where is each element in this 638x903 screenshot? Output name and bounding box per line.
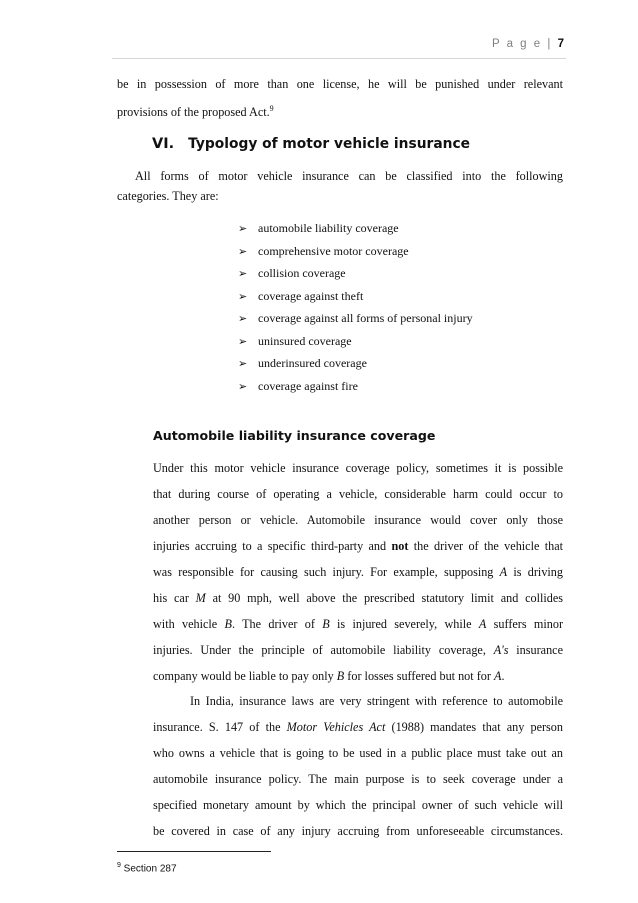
list-item-text: coverage against theft (258, 288, 364, 303)
italic-var: A (478, 617, 487, 631)
footnote-rule (117, 851, 271, 852)
para1-line-8 (153, 643, 563, 658)
footnote-ref: 9 (269, 104, 274, 113)
para2-line-4: automobile insurance policy. The main purpose is to seek coverage under a (153, 772, 563, 786)
para1-line-3: another person or vehicle. Automobile insurance would cover only those (153, 513, 563, 527)
arrow-bullet-icon: ➢ (238, 289, 248, 303)
list-item (238, 356, 473, 379)
para1-line-6 (153, 591, 563, 606)
text-run: . (501, 669, 505, 683)
para2-line-2 (153, 720, 563, 735)
intro-line-2 (117, 101, 563, 120)
list-item-text: coverage against fire (258, 378, 358, 393)
list-item (238, 266, 473, 289)
arrow-bullet-icon: ➢ (238, 357, 248, 370)
arrow-bullet-icon: ➢ (238, 244, 248, 258)
italic-var: B (224, 617, 232, 631)
list-item (238, 379, 473, 402)
list-item-text: uninsured coverage (258, 333, 352, 348)
coverage-list (238, 221, 473, 401)
list-item-text: underinsured coverage (258, 356, 367, 370)
list-item-text: coverage against all forms of personal injury (258, 311, 473, 325)
list-item (238, 334, 473, 357)
act-title: Motor Vehicles Act (286, 720, 386, 734)
page-number: 7 (557, 38, 564, 50)
text-run: is driving (507, 565, 563, 579)
arrow-bullet-icon: ➢ (238, 379, 248, 393)
para1-line-5 (153, 565, 563, 580)
text-run: with vehicle (153, 617, 225, 631)
arrow-bullet-icon: ➢ (238, 312, 248, 325)
para2-line-6: be covered in case of any injury accruing from unforeseeable circumstances. (153, 824, 563, 838)
list-item (238, 311, 473, 334)
footnote (117, 862, 177, 874)
text-run: injuries accruing to a specific third-party and (153, 539, 392, 553)
para1-line-1: Under this motor vehicle insurance coverage policy, sometimes it is possible (153, 461, 563, 475)
intro-line-1: be in possession of more than one license, he will be punished under relevant (117, 77, 563, 91)
text-run: for losses suffered but not for (344, 669, 494, 683)
italic-var: B (322, 617, 330, 631)
bold-not: not (391, 539, 409, 553)
text-run: was responsible for causing such injury. For example, supposing (153, 565, 500, 579)
arrow-bullet-icon: ➢ (238, 222, 248, 235)
para1-line-2: that during course of operating a vehicle, considerable harm could occur to (153, 487, 563, 501)
page-number-header (492, 38, 564, 50)
list-item (238, 221, 473, 244)
text-run: suffers minor (486, 617, 564, 631)
para2-line-3: who owns a vehicle that is going to be used in a public place must take out an (153, 746, 563, 760)
text-run: injuries. Under the principle of automobile liability coverage, (153, 643, 494, 657)
text-run: his car (153, 591, 196, 605)
list-item-text: automobile liability coverage (258, 221, 399, 235)
para2-line-5: specified monetary amount by which the principal owner of such vehicle will (153, 798, 563, 812)
section-line-2: categories. They are: (117, 189, 219, 203)
para1-line-7 (153, 617, 563, 632)
subsection-heading: Automobile liability insurance coverage (153, 428, 436, 443)
text-run: the driver of the vehicle that (408, 539, 563, 553)
page-separator: | (547, 38, 553, 50)
footnote-text: Section 287 (120, 863, 177, 875)
section-line-1: All forms of motor vehicle insurance can be classified into the following (135, 169, 563, 183)
list-item (238, 244, 473, 267)
section-title: Typology of motor vehicle insurance (188, 136, 470, 152)
italic-var: A's (493, 643, 509, 657)
text-run: insurance. S. 147 of the (153, 720, 287, 734)
text-run: (1988) mandates that any person (385, 720, 563, 734)
header-rule (112, 58, 566, 59)
list-item (238, 289, 473, 312)
text-run: is injured severely, while (329, 617, 479, 631)
para1-line-9 (153, 669, 563, 684)
intro-line-2-text: provisions of the proposed Act. (117, 105, 270, 120)
text-run: at 90 mph, well above the prescribed statutory limit and collides (205, 591, 563, 605)
text-run: insurance (508, 643, 563, 657)
italic-var: A (499, 565, 508, 579)
section-heading (152, 136, 470, 152)
footnote-marker: 9 (117, 862, 121, 869)
list-item-text: comprehensive motor coverage (258, 243, 409, 258)
section-number: VI. (152, 136, 175, 152)
italic-var: A (493, 669, 502, 683)
text-run: company would be liable to pay only (153, 669, 337, 683)
italic-var: M (195, 591, 206, 605)
para1-line-4 (153, 539, 563, 554)
list-item-text: collision coverage (258, 266, 346, 280)
arrow-bullet-icon: ➢ (238, 334, 248, 348)
italic-var: B (336, 669, 345, 683)
arrow-bullet-icon: ➢ (238, 267, 248, 280)
page-label: P a g e (491, 38, 543, 50)
text-run: . The driver of (231, 617, 323, 631)
para2-line-1: In India, insurance laws are very stringent with reference to automobile (190, 694, 563, 708)
